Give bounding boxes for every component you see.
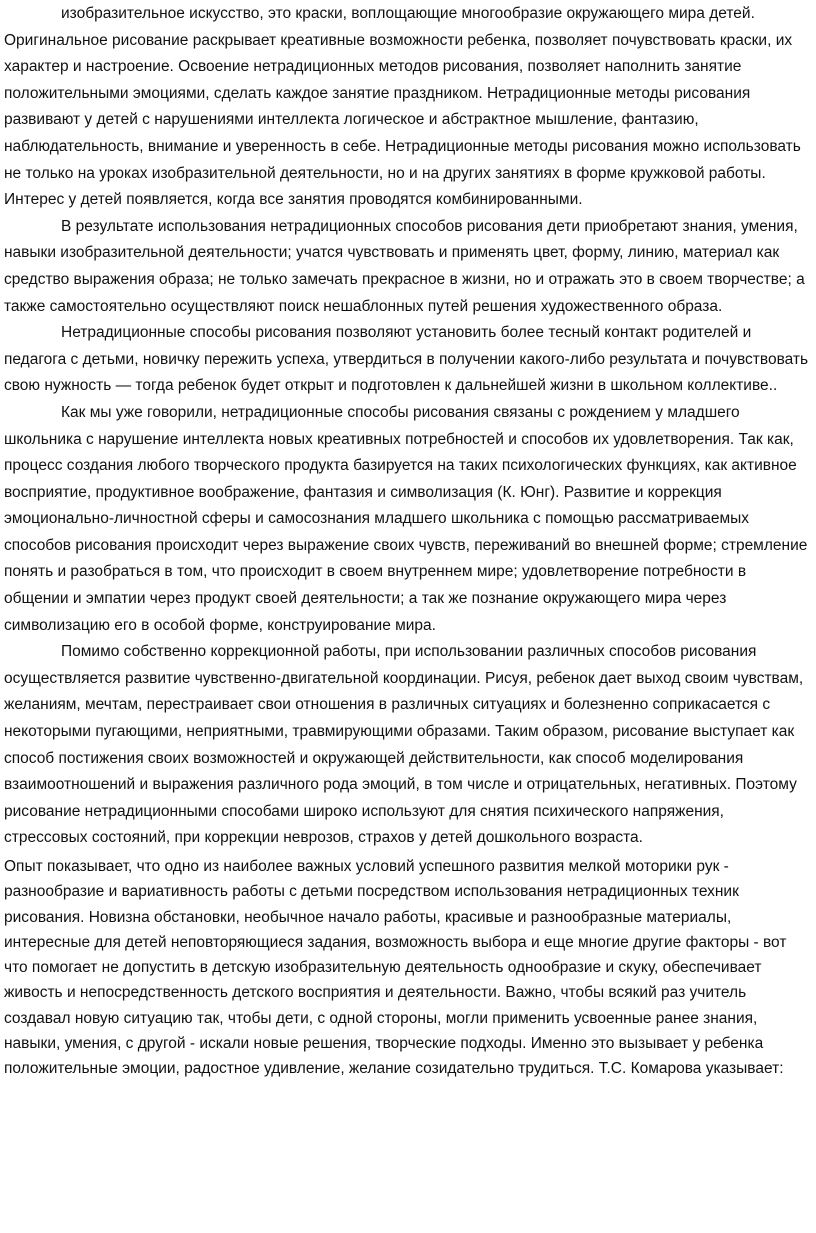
paragraph-5: Помимо собственно коррекционной работы, при использовании различных способов рисования осуществляется развитие чувственно-двигательной координации. Рисуя, ребенок дает выход своим чувствам, желаниям, мечтам, перестраивает свои отношения в различных ситуациях и болезненно соприкасается с некоторыми пугающими, неприятными, травмирующими образами. Таким образом, рисование выступает как способ постижения своих возможностей и окружающей действительности, как способ моделирования взаимоотношений и выражения различного рода эмоций, в том числе и отрицательных, негативных. Поэтому рисование нетрадиционными способами широко используют для снятия психического напряжения, стрессовых состояний, при коррекции неврозов, страхов у детей дошкольного возраста. [4,643,804,847]
paragraph-4: Как мы уже говорили, нетрадиционные способы рисования связаны с рождением у младшего школьника с нарушение интеллекта новых креативных потребностей и способов их удовлетворения. Так как, процесс создания любого творческого продукта базируется на таких психологических функциях, как активное восприятие, продуктивное воображение, фантазия и символизация (К. Юнг). Развитие и коррекция эмоционально-личностной сферы и самосознания младшего школьника с помощью рассматриваемых способов рисования происходит через выражение своих чувств, переживаний во внешней форме; стремление понять и разобраться в том, что происходит в своем внутреннем мире; удовлетворение потребности в общении и эмпатии через продукт своей деятельности; а так же познание окружающего мира через символизацию его в особой форме, конструирование мира. [4,403,808,634]
paragraph-6: Опыт показывает, что одно из наиболее важных условий успешного развития мелкой моторики рук - разнообразие и вариативность работы с детьми посредством использования нетрадиционных техник рисования. Новизна обстановки, необычное начало работы, красивые и разнообразные материалы, интересные для детей неповторяющиеся задания, возможность выбора и еще многие другие факторы - вот что помогает не допустить в детскую изобразительную деятельность однообразие и скуку, обеспечивает живость и непосредственность детского восприятия и деятельности. Важно, чтобы всякий раз учитель создавал новую ситуацию так, чтобы дети, с одной стороны, могли применить усвоенные ранее знания, навыки, умения, с другой - искали новые решения, творческие подходы. Именно это вызывает у ребенка положительные эмоции, радостное удивление, желание созидательно трудиться. Т.С. Комарова указывает: [4,858,787,1078]
paragraph-2: В результате использования нетрадиционных способов рисования дети приобретают знания, умения, навыки изобразительной деятельности; учатся чувствовать и применять цвет, форму, линию, материал как средство выражения образа; не только замечать прекрасное в жизни, но и отражать это в своем творчестве; а также самостоятельно осуществляют поиск нешаблонных путей решения художественного образа. [4,217,805,315]
paragraph-3: Нетрадиционные способы рисования позволяют установить более тесный контакт родителей и педагога с детьми, новичку пережить успеха, утвердиться в получении какого-либо результата и почувствовать свою нужность — тогда ребенок будет открыт и подготовлен к дальнейшей жизни в школьном коллективе.. [4,324,809,395]
paragraph-1: изобразительное искусство, это краски, воплощающие многообразие окружающего мира детей. Оригинальное рисование раскрывает креативные возможности ребенка, позволяет почувствовать краски, их характер и настроение. Освоение нетрадиционных методов рисования, позволяет наполнить занятие положительными эмоциями, сделать каждое занятие праздником. Нетрадиционные методы рисования развивают у детей с нарушениями интеллекта логическое и абстрактное мышление, фантазию, наблюдательность, внимание и уверенность в себе. Нетрадиционные методы рисования можно использовать не только на уроках изобразительной деятельности, но и на других занятиях в форме кружковой работы. Интерес у детей появляется, когда все занятия проводятся комбинированными. [4,5,801,209]
